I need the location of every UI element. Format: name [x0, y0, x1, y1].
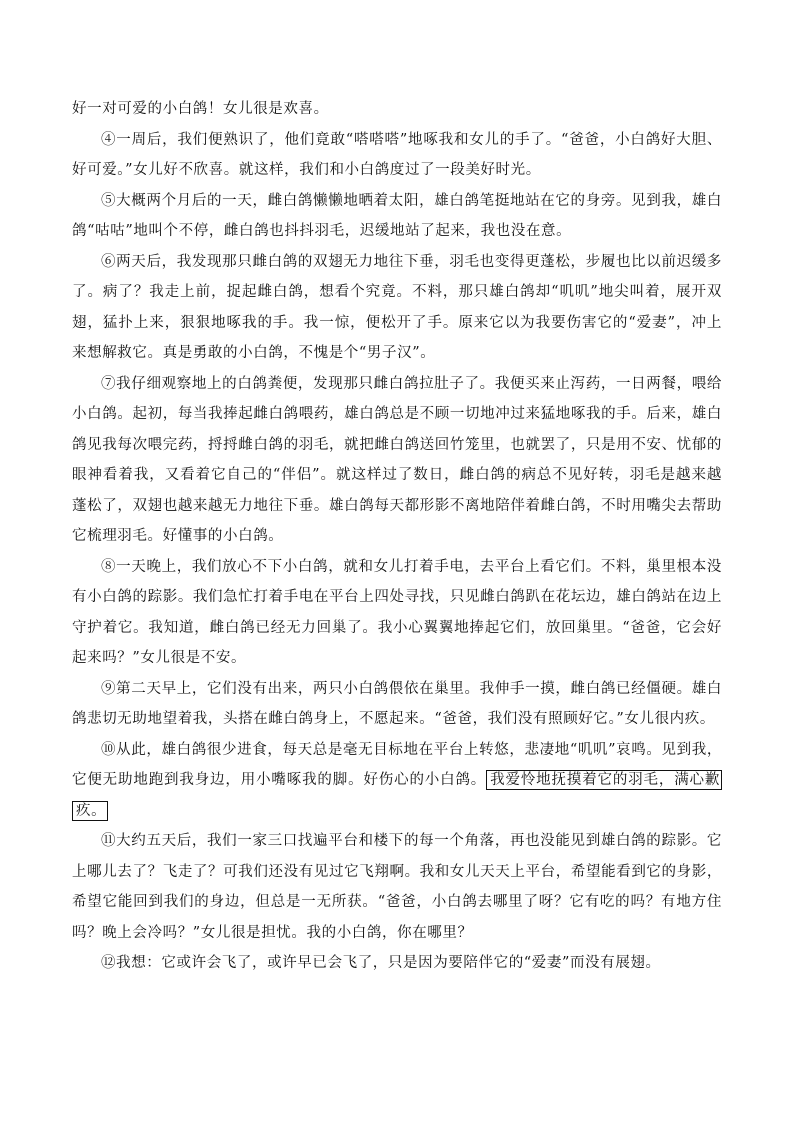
paragraph-text: ④一周后，我们便熟识了，他们竟敢“嗒嗒嗒”地啄我和女儿的手了。“爸爸，小白鸽好大胆、好可爱。”女儿好不欣喜。就这样，我们和小白鸽度过了一段美好时光。	[72, 131, 722, 178]
paragraph-text: ⑥两天后，我发现那只雌白鸽的双翅无力地往下垂，羽毛也变得更蓬松，步履也比以前迟缓多了。病了？我走上前，捉起雌白鸽，想看个究竟。不料，那只雄白鸽却“叽叽”地尖叫着，展开双翅，猛扑上来，狠狠地啄我的手。我一惊，便松开了手。原来它以为我要伤害它的“爱妻”，冲上来想解救它。真是勇敢的小白鸽，不愧是个“男子汉”。	[72, 253, 722, 361]
paragraph-5	[72, 186, 722, 247]
paragraph-text: ⑨第二天早上，它们没有出来，两只小白鸽偎依在巢里。我伸手一摸，雌白鸽已经僵硬。雄白鸽悲切无助地望着我，头搭在雌白鸽身上，不愿起来。“爸爸，我们没有照顾好它。”女儿很内疚。	[72, 680, 722, 727]
paragraph-8	[72, 552, 722, 674]
paragraph-6	[72, 247, 722, 369]
paragraph-4	[72, 125, 722, 186]
paragraph-text: ⑧一天晚上，我们放心不下小白鸽，就和女儿打着手电，去平台上看它们。不料，巢里根本没有小白鸽的踪影。我们急忙打着手电在平台上四处寻找，只见雌白鸽趴在花坛边，雄白鸽站在边上守护着它。我知道，雌白鸽已经无力回巢了。我小心翼翼地捧起它们，放回巢里。“爸爸，它会好起来吗？”女儿很是不安。	[72, 558, 722, 666]
paragraph-10	[72, 735, 722, 827]
paragraph-text: ⑤大概两个月后的一天，雌白鸽懒懒地晒着太阳，雄白鸽笔挺地站在它的身旁。见到我，雄白鸽“咕咕”地叫个不停，雌白鸽也抖抖羽毛，迟缓地站了起来，我也没在意。	[72, 192, 722, 239]
paragraph-text: 好一对可爱的小白鸽！女儿很是欢喜。	[72, 101, 329, 117]
paragraph-text: ⑪大约五天后，我们一家三口找遍平台和楼下的每一个角落，再也没能见到雄白鸽的踪影。它上哪儿去了？飞走了？可我们还没有见过它飞翔啊。我和女儿天天上平台，希望能看到它的身影，希望它能回到我们的身边，但总是一无所获。“爸爸，小白鸽去哪里了呀？它有吃的吗？有地方住吗？晚上会冷吗？”女儿很是担忧。我的小白鸽，你在哪里？	[72, 833, 722, 941]
paragraph-11	[72, 826, 722, 948]
paragraph-text: ⑦我仔细观察地上的白鸽粪便，发现那只雌白鸽拉肚子了。我便买来止泻药，一日两餐，喂给小白鸽。起初，每当我捧起雌白鸽喂药，雄白鸽总是不顾一切地冲过来猛地啄我的手。后来，雄白鸽见我每次喂完药，捋捋雌白鸽的羽毛，就把雌白鸽送回竹笼里，也就罢了，只是用不安、忧郁的眼神看着我，又看着它自己的“伴侣”。就这样过了数日，雌白鸽的病总不见好转，羽毛是越来越蓬松了，双翅也越来越无力地往下垂。雄白鸽每天都形影不离地陪伴着雌白鸽，不时用嘴尖去帮助它梳理羽毛。好懂事的小白鸽。	[72, 375, 722, 544]
paragraph-continuation	[72, 94, 722, 125]
paragraph-9	[72, 674, 722, 735]
paragraph-12	[72, 948, 722, 979]
paragraph-text: ⑩从此，雄白鸽很少进食，每天总是毫无目标地在平台上转悠，悲凄地“叽叽”哀鸣。见到我，它便无助地跑到我身边，用小嘴啄我的脚。好伤心的小白鸽。	[72, 741, 722, 788]
boxed-sentence: 我爱怜地抚摸着它的羽毛，满心歉疚。	[72, 770, 722, 821]
paragraph-7	[72, 369, 722, 552]
paragraph-text: ⑫我想：它或许会飞了，或许早已会飞了，只是因为要陪伴它的“爱妻”而没有展翅。	[101, 955, 661, 971]
